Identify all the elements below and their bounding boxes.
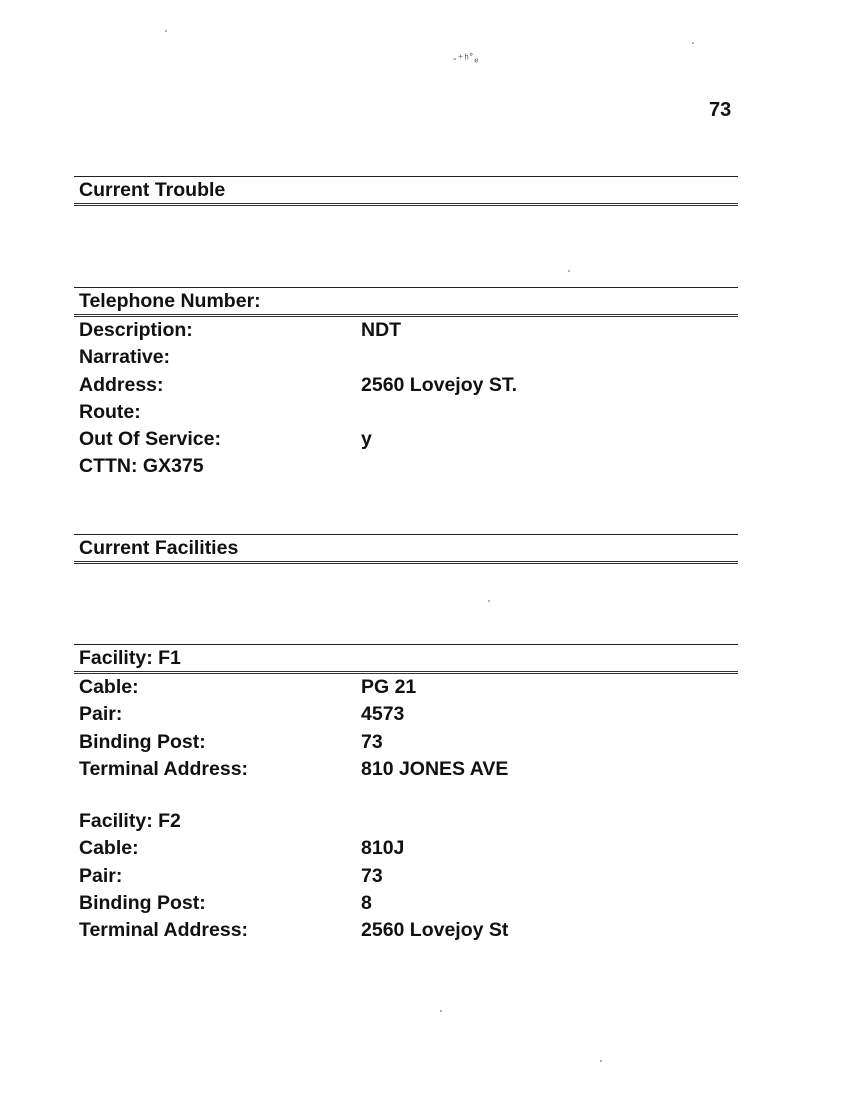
current-trouble-header: Current Trouble: [74, 176, 738, 206]
f2-binding-post-row: [74, 890, 738, 917]
out-of-service-value: y: [361, 428, 372, 451]
facility-f1-section: [74, 644, 738, 783]
scan-speck: [568, 270, 570, 272]
description-row: [74, 317, 738, 344]
scan-speck: [488, 600, 490, 602]
narrative-value: [361, 344, 738, 371]
f2-pair-row: [74, 863, 738, 890]
telephone-header: Telephone Number:: [74, 287, 738, 317]
scan-artifact: -⁺ʰ˚ₑ: [453, 53, 480, 65]
description-value: NDT: [361, 319, 402, 341]
f1-cable-value: PG 21: [361, 676, 417, 698]
description-label: Description:: [79, 319, 193, 341]
out-of-service-row: [74, 426, 738, 453]
f2-pair-label: Pair:: [79, 864, 123, 887]
address-label: Address:: [79, 373, 164, 396]
facility-f1-header: Facility: F1: [74, 644, 738, 674]
f1-cable-label: Cable:: [79, 676, 139, 698]
current-facilities-section: [74, 534, 738, 564]
scan-speck: [440, 1010, 442, 1012]
route-label: Route:: [79, 400, 141, 423]
f2-binding-post-value: 8: [361, 891, 372, 914]
f1-pair-row: [74, 701, 738, 728]
f2-binding-post-label: Binding Post:: [79, 891, 206, 914]
f1-pair-value: 4573: [361, 703, 405, 726]
address-value: 2560 Lovejoy ST.: [361, 373, 518, 396]
f1-terminal-address-value: 810 JONES AVE: [361, 757, 509, 780]
scan-speck: [692, 42, 694, 44]
f2-terminal-address-label: Terminal Address:: [79, 919, 249, 942]
telephone-section: [74, 287, 738, 481]
current-facilities-header: Current Facilities: [74, 534, 738, 564]
cttn-line: CTTN: GX375: [79, 455, 204, 478]
out-of-service-label: Out Of Service:: [79, 428, 221, 451]
scan-speck: [600, 1060, 602, 1062]
f2-terminal-address-row: [74, 917, 738, 944]
f2-pair-value: 73: [361, 864, 383, 887]
narrative-row: [74, 344, 738, 371]
narrative-label: Narrative:: [79, 346, 171, 369]
f2-cable-label: Cable:: [79, 837, 139, 860]
address-row: [74, 372, 738, 399]
f2-terminal-address-value: 2560 Lovejoy St: [361, 919, 509, 942]
facility-f2-section: [74, 808, 738, 944]
f1-binding-post-value: 73: [361, 730, 383, 753]
scan-speck: [165, 30, 167, 32]
f1-cable-row: [74, 674, 738, 701]
current-trouble-section: [74, 176, 738, 206]
page-number: 73: [709, 99, 732, 121]
route-value: [361, 399, 738, 426]
f2-cable-value: 810J: [361, 837, 405, 860]
f1-pair-label: Pair:: [79, 703, 123, 726]
f1-binding-post-row: [74, 729, 738, 756]
facility-f2-title: Facility: F2: [79, 810, 181, 832]
f1-terminal-address-label: Terminal Address:: [79, 757, 249, 780]
route-row: [74, 399, 738, 426]
f1-binding-post-label: Binding Post:: [79, 730, 206, 753]
f1-terminal-address-row: [74, 756, 738, 783]
f2-cable-row: [74, 835, 738, 862]
